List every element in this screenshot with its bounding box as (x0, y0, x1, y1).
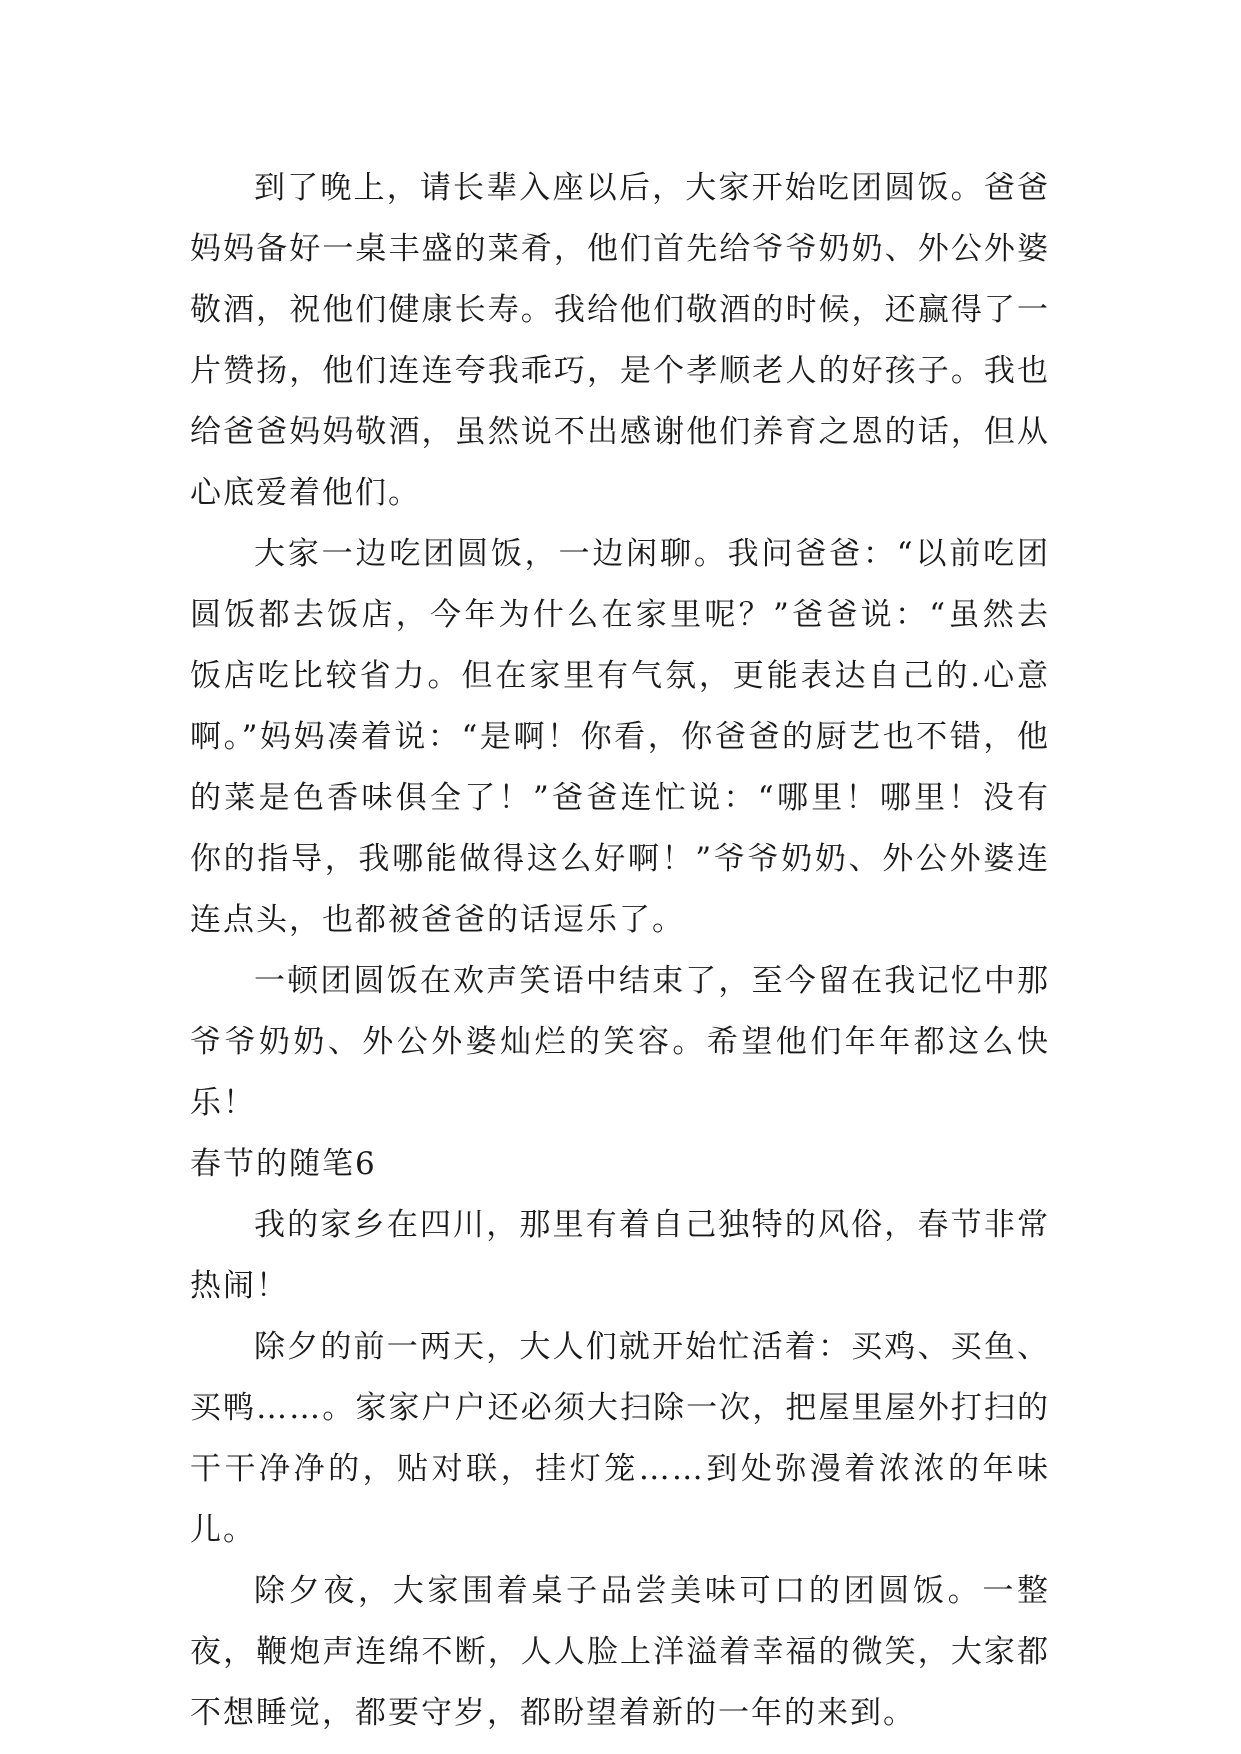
paragraph: 到了晚上，请长辈入座以后，大家开始吃团圆饭。爸爸妈妈备好一桌丰盛的菜肴，他们首先给爷爷奶奶、外公外婆敬酒，祝他们健康长寿。我给他们敬酒的时候，还赢得了一片赞扬，他们连连夸我乖巧，是个孝顺老人的好孩子。我也给爸爸妈妈敬酒，虽然说不出感谢他们养育之恩的话，但从心底爱着他们。 (190, 170, 1050, 511)
paragraph: 大家一边吃团圆饭，一边闲聊。我问爸爸：“以前吃团圆饭都去饭店，今年为什么在家里呢？”爸爸说：“虽然去饭店吃比较省力。但在家里有气氛，更能表达自己的.心意啊。”妈妈凑着说：“是啊！你看，你爸爸的厨艺也不错，他的菜是色香味俱全了！”爸爸连忙说：“哪里！哪里！没有你的指导，我哪能做得这么好啊！”爷爷奶奶、外公外婆连连点头，也都被爸爸的话逗乐了。 (190, 536, 1050, 938)
paragraph: 除夕的前一两天，大人们就开始忙活着：买鸡、买鱼、买鸭……。家家户户还必须大扫除一次，把屋里屋外打扫的干干净净的，贴对联，挂灯笼……到处弥漫着浓浓的年味儿。 (190, 1329, 1050, 1548)
document-body (190, 158, 1050, 1744)
paragraph: 我的家乡在四川，那里有着自己独特的风俗，春节非常热闹！ (190, 1207, 1050, 1304)
paragraph: 除夕夜，大家围着桌子品尝美味可口的团圆饭。一整夜，鞭炮声连绵不断，人人脸上洋溢着幸福的微笑，大家都不想睡觉，都要守岁，都盼望着新的一年的来到。 (190, 1573, 1050, 1731)
section-heading: 春节的随笔6 (190, 1146, 377, 1182)
paragraph: 一顿团圆饭在欢声笑语中结束了，至今留在我记忆中那爷爷奶奶、外公外婆灿烂的笑容。希望他们年年都这么快乐！ (190, 963, 1050, 1121)
